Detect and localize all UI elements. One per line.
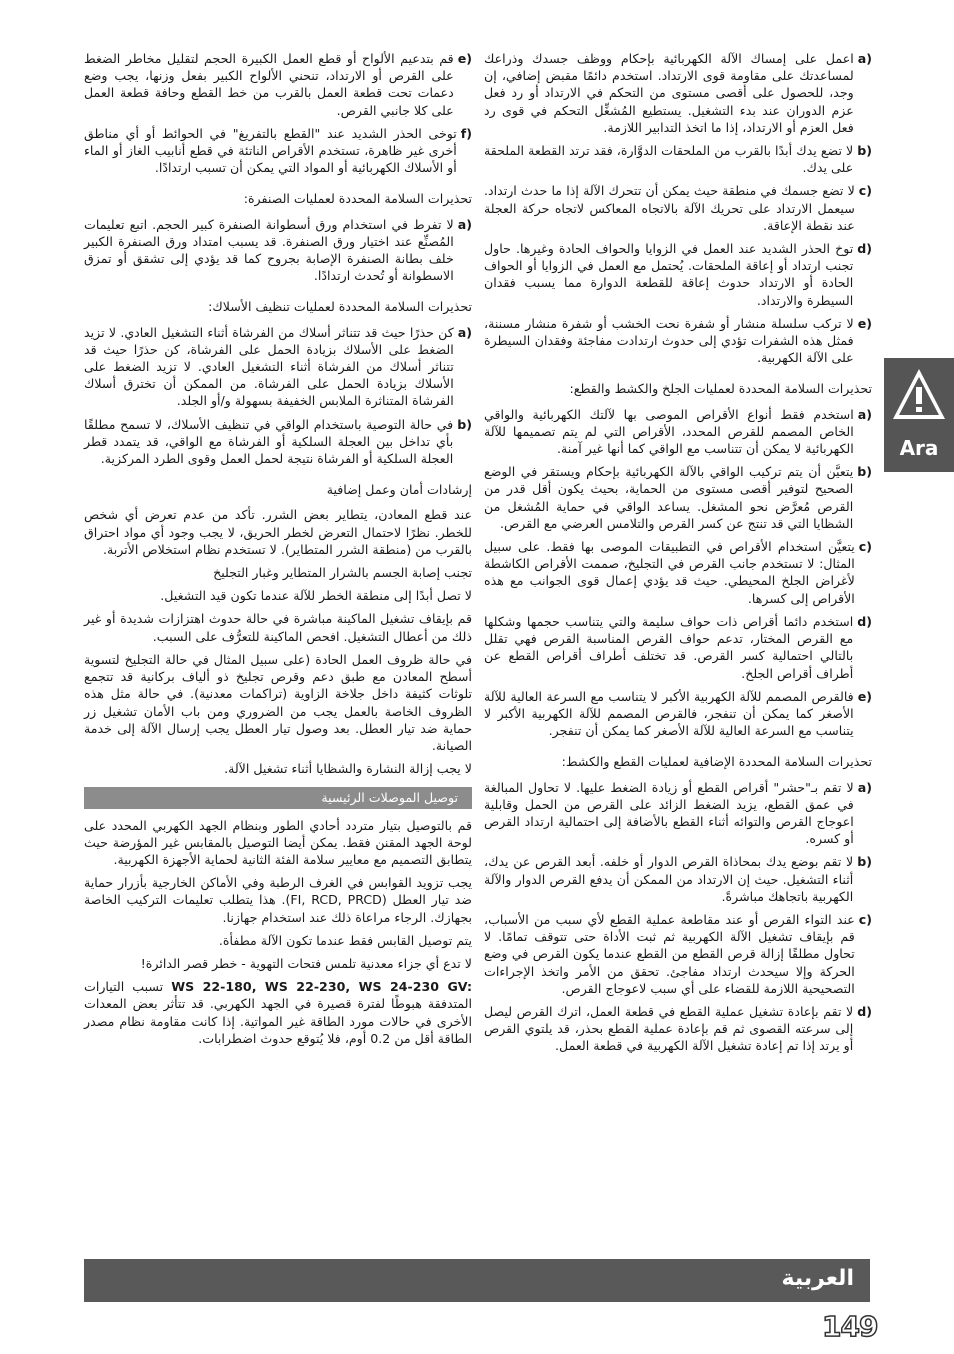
language-side-tab — [884, 358, 954, 472]
list-item: c) يتعيَّن استخدام الأقراص في التطبيقات الموصى بها فقط. على سبيل المثال: لا تستخدم جانب القرص في التجليخ، صممت الأقراص الكاشطة لأغراض الجلخ المحيطي. حيث قد يؤدي إعمال قوى الجوانب مع هذه الأقراص إلى كسرها. — [484, 539, 872, 606]
paragraph: عند قطع المعادن، يتطاير بعض الشرر. تأكد من عدم تعرض أي شخص للخطر. نظرًا لاحتمال التعرض لخطر الحريق، لا يجب وجود أي مواد احتراق بالقرب من (منطقة الشرر المتطاير). لا تستخدم نظام استخلاص الأتربة. — [84, 507, 472, 557]
paragraph: لا تدع أي جزاء معدنية تلمس فتحات التهوية - خطر قصر الدائرة! — [140, 955, 472, 971]
paragraph: لا يجب إزالة النشارة والشظايا أثناء تشغيل الآلة. — [224, 761, 472, 777]
list-item: d) استخدم دائما أقراص ذات حواف سليمة والتي يتناسب حجمها وشكلها مع القرص المختار، تدعم حواف القرص المناسبة القرص فهي تقلل بالتالي احتمالية كسر القرص. قد تختلف أطراف أقراص القطع عن أطراف أقراص الجلخ. — [484, 613, 872, 681]
warning-triangle-icon — [891, 366, 947, 422]
paragraph: لا تصل أبدًا إلى منطقة الخطر للآلة عندما تكون قيد التشغيل. — [160, 588, 472, 604]
section-bar-main-connections: توصيل الموصلات الرئيسية — [84, 787, 472, 808]
section-title-wire-brushing: تحذيرات السلامة المحددة لعمليات تنظيف الأسلاك: — [208, 299, 472, 315]
paragraph: في حالة ظروف العمل الحادة (على سبيل المثال في حالة التجليخ لتسوية أسطح المعادن مع طبق دعم وقرص تجليخ ذو ألياف بركانية قد تتجمع تلوثات كثيفة داخل جلاخة الزاوية (تراكمات معدنية). في حالة مثل هذه الظروف الخاصة بالعمل يجب من الضروري ومن باب الأمان تشغيل زر حماية ضد تيار العطل. بعد وصول تيار العطل يجب إرسال الآلة إلى خدمة الصيانة. — [84, 651, 472, 753]
footer-bar — [84, 1259, 870, 1302]
right-column — [484, 50, 872, 1061]
left-column — [84, 50, 472, 1053]
paragraph: قم بالتوصيل بتيار متردد أحادي الطور وبنظام الجهد الكهربي المحدد على لوحة الجهد المقنن فقط. يمكن أيضا التوصيل بالمقابس غير المؤرضة حيث يتطابق التصميم مع معايير سلامة الفئة الثانية لحماية الأجهزة الكهربية. — [84, 817, 472, 867]
list-item: c) لا تضع جسمك في منطقة حيث يمكن أن تتحرك الآلة إذا ما حدث ارتداد. سيعمل الارتداد على تحريك الآلة بالاتجاه المعاكس لاتجاه حركة العجلة عند نقطة الإعاقة. — [484, 183, 872, 233]
ws-note: تسبب التيارات المتدفقة هبوطًا لفترة قصيرة في الجهد الكهربي. قد تتأثر بعض المعدات الأخرى في حالات مورد الطاقة غير المواتية. إذا كانت مقاومة نظام مصدر الطاقة أقل من 0.2 أوم، فلا يُتوقع حدوث اضطرابات. — [84, 979, 472, 1046]
page-number: 149 — [822, 1310, 878, 1343]
footer-language-title: العربية — [781, 1266, 854, 1291]
list-item: e) فالقرص المصمم للآلة الكهربية الأكبر لا يتناسب مع السرعة العالية للآلة الأصغر كما يمكن أن تنفجر، فالقرص المصمم للآلة الكهربية الأكبر لا يتناسب مع السرعة العالية للآلة الأصغر كما يمكن أن تنفجر. — [484, 688, 872, 739]
list-item: d) توخ الحذر الشديد عند العمل في الزوايا والحواف الحادة وغيرها. حاول تجنب ارتداد أو إعاقة الملحقات. يُحتمل مع العمل في الزوايا أو الحواف الحادة أو الارتداد حدوث إعاقة للقطعة الدوارة مما يسبب فقدان السيطرة والارتداد. — [484, 241, 872, 308]
list-item: b) في حالة التوصية باستخدام الواقي في تنظيف الأسلاك، لا تسمح مطلقًا بأي تداخل بين العجلة السلكية أو الفرشاة مع الواقي، قد يتمدد قطر العجلة السلكية أو الفرشاة نتيجة لحمل العمل وقوى الطرد المركزية. — [84, 416, 472, 467]
model-numbers: WS 22-180, WS 22-230, WS 24-230 GV: — [171, 979, 473, 995]
paragraph: تجنب إصابة الجسم بالشرار المتطاير وغبار التجليخ — [213, 565, 472, 581]
list-item: b) لا تضع يدك أبدًا بالقرب من الملحقات الدوَّارة، فقد ترتد القطعة الملحقة على يدك. — [484, 143, 872, 176]
list-item: e) لا تركب سلسلة منشار أو شفرة نحت الخشب أو شفرة منشار مسننة، فمثل هذه الشفرات تؤدي إلى حدوث ارتدادت مفاجئة وفقدان السيطرة على الآلة الكهربية. — [484, 315, 872, 366]
section-title-sanding: تحذيرات السلامة المحددة لعمليات الصنفرة: — [243, 191, 472, 207]
list-item: f) توخى الحذر الشديد عند "القطع بالتفريغ" في الحوائط أو أي مناطق أخرى غير ظاهرة، تستخدم الأقراص الناتئة في قطع أنابيب الغاز أو الماء أو الأسلاك الكهربائية أو المواد التي يمكن أن تسبب ارتدادًا. — [84, 125, 472, 176]
paragraph: يجب تزويد القوابس في الغرف الرطبة وفي الأماكن الخارجية بأزرار حماية ضد تيار العطل (FI, RCD, PRCD). هذا يتطلب تعليمات التركيب الخاصة بجهازك. الرجاء مراعاة ذلك عند استخدام جهازنا. — [84, 875, 473, 925]
list-item: b) يتعيَّن أن يتم تركيب الواقي بالآلة الكهربائية بإحكام ويستقر في الوضع الصحيح لتوفير أقصى مستوى من الحماية، بحيث يكون أقل قدر من القرص مُعرَّض نحو المشغل. يساعد الواقي في حماية المُشغل من الشظايا التي قد تنتج عن كسر القرص والتلامس العرضي مع القرص. — [484, 464, 872, 531]
list-item: b) لا تقم بوضع يدك بمحاذاة القرص الدوار أو خلفه. أبعد القرص عن يدك، أثناء التشغيل. حيث إن الارتداد من الممكن أن يدفع القرص الدوار والآلة الكهربية باتجاهك مباشرةً. — [484, 854, 872, 904]
list-item: a) استخدم فقط أنواع الأقراص الموصى بها لآلتك الكهربائية والواقي الخاص المصمم للقرص المحدد، الأقراص التي لم يتم تصميمها للآلة الكهربائية لا يمكن أن تتناسب مع الواقي كما أنها غير آمنة. — [484, 406, 872, 457]
list-item: a) كن حذرًا حيث قد تتناثر أسلاك من الفرشاة أثناء التشغيل العادي. لا تزيد الضغط على الأسلاك بزيادة الحمل على الفرشاة، كن حذرًا حيث قد تتناثر أسلاك من الفرشاة أثناء التشغيل العادي. لا تزيد الضغط على الأسلاك بزيادة الحمل على الفرشاة. من الممكن أن تخترق أسلاك الفرشاة المتناثرة الملابس الخفيفة بسهولة و/أو الجلد. — [84, 324, 472, 409]
language-label: Ara — [899, 436, 939, 460]
section-title-additional: إرشادات أمان وعمل إضافية — [326, 482, 472, 498]
paragraph: يتم توصيل القابس فقط عندما تكون الآلة مطفأة. — [218, 932, 472, 948]
section-title-grinding: تحذيرات السلامة المحددة لعمليات الجلخ والكشط والقطع: — [569, 381, 872, 397]
paragraph: قم بإيقاف تشغيل الماكينة مباشرة في حالة حدوث اهتزازات شديدة أو غير ذلك من أعطال التشغيل. افحص الماكينة للتعرُّف على السبب. — [84, 611, 472, 644]
list-item: a) لا تفرط في استخدام ورق أسطوانة الصنفرة كبير الحجم. اتبع تعليمات المُصنِّع عند اختيار ورق الصنفرة. قد يسبب امتداد ورق الصنفرة الكبير خلف بطانة الصنفرة الإصابة بجروح كما قد يؤدي إلى تشقق أو تمزق الاسطوانة أو تُحدث ارتدادًا. — [84, 216, 472, 284]
paragraph-ws-models — [84, 978, 472, 1047]
section-title-cutting: تحذيرات السلامة المحددة الإضافية لعمليات القطع والكشط: — [561, 754, 872, 770]
list-item: d) لا تقم بإعادة تشغيل عملية القطع في قطعة العمل، اترك القرص ليصل إلى سرعته القصوى ثم قم بإعادة عملية القطع بحذر، قد يلتوي القرص أو يرتد إذا تم إعادة تشغيل الآلة الكهربية في قطعة العمل. — [484, 1003, 872, 1054]
list-item: a) لا تقم بـ"حشر" أقراص القطع أو زيادة الضغط عليها. لا تحاول المبالغة في عمق القطع، يزيد الضغط الزائد على القرص من الحمل وقابلية اعوجاج القرص والتوائه أثناء القطع بالأضافة إلى احتمالية ارتداد القرص أو كسره. — [484, 779, 872, 847]
list-item: e) قم بتدعيم الألواح أو قطع العمل الكبيرة الحجم لتقليل مخاطر الضغط على القرص أو الارتداد، تنحني الألواح الكبير بفعل وزنها، يجب وضع دعمات تحت قطعة العمل بالقرب من خط القطع وحافة قطعة العمل على كلا جانبي القرص. — [84, 51, 472, 118]
list-item: c) عند التواء القرص أو عند مقاطعة عملية القطع لأي سبب من الأسباب، قم بإيقاف تشغيل الآلة الكهربية ثم ثبت الأداة حتى تتوقف تمامًا. لا تحاول مطلقًا إزالة قرص القطع من القطع عندما يكون القرص في وضع الحركة وإلا سيحدث ارتداد مفاجئ. تحقق من الأمر واتخذ الإجراءات التصحيحية اللازمة للقضاء على أي سبب لاعوجاج القرص. — [484, 911, 872, 996]
list-item: a) اعمل على إمساك الآلة الكهربائية بإحكام ووظف جسدك وذراعك لمساعدتك على مقاومة قوى الارتداد. استخدم دائمًا مقبض إضافي، إن وجد، للحصول على أقصى مستوى من التحكم في الارتداد أو رد فعل عزم الدوران عند بدء التشغيل. يستطيع المُشغِّل التحكم في قوى رد فعل العزم أو الارتداد، إذا ما اتخذ التدابير اللازمة. — [484, 51, 872, 135]
